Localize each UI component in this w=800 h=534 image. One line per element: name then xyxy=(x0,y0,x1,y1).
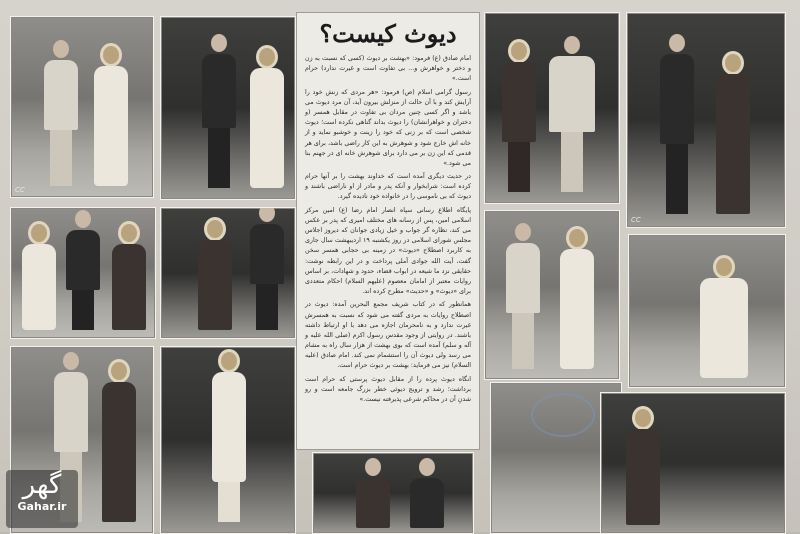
photo-woman-12 xyxy=(600,392,786,534)
photo-couple-2 xyxy=(160,16,296,200)
photo-woman-6 xyxy=(160,346,296,534)
faint-logo-icon xyxy=(531,393,595,437)
photo-woman-10 xyxy=(628,234,786,388)
article-paragraph: پایگاه اطلاع رسانی سپاه انصار امام رضا (ع) امین مرکز اسلامی امین، پس از رسانه های مختلف امیری که پدر بر عکس می کند، نظاره گر جواب و خیل زیادی جوانان که دیروز اجلاس مجلس شورای اسلامی در روز یکشنبه ۱۹ اردیبهشت سال جاری به کاربرد اصطلاح «دیوث» در زمینه بی حجابی همسر سخن گفت، آیت الله جوادی آملی پرداخت و در این رابطه نوشت: حقایقی نزد ما شیعه در ابواب قضاء، حدود و شهادات، بر اساس روایات معتبر از امامان معصوم (علیهم السلام) احکام متعددی برای «دیوث» و «حدیث» مطرح کرده اند. xyxy=(305,206,471,296)
photo-couple-8 xyxy=(626,12,786,228)
article-title: دیوث کیست؟ xyxy=(319,19,457,48)
photo-credit: CC xyxy=(631,216,641,224)
article-paragraph: در حدیث دیگری آمده است که خداوند بهشت را بر آنها حرام کرده است: شرابخوار و آنکه پدر و مادر از او ناراضی باشند و دیوث که بی ناموسی را در خانواده خود نادیده گیرد. xyxy=(305,173,471,201)
site-watermark xyxy=(6,470,78,528)
watermark-logo: گهر xyxy=(22,470,62,500)
article-paragraph: رسول گرامی اسلام (ص) فرمود: «هر مردی که زنش خود را آرایش کند و با آن حالت از منزلش بیرون آید، آن مرد دیوث می باشد و اگر کسی چنین مردان بی تفاوت در مقابل همسر (و دختران و خواهرانشان) را دیوث بداند گناهی نکرده است؛ دیوث شخصی است که بر زنی که خود را زینت و خوشبو نماید و از خانه اش خارج شود و شوهرش به این کار راضی باشد، برای هر قدمی که این زن بر می دارد برای شوهرش خانه ای در جهنم بنا می شود.» xyxy=(305,88,471,167)
photo-couple-bottom-center xyxy=(312,452,474,534)
watermark-site: Gahar.ir xyxy=(17,500,67,513)
photo-couple-7 xyxy=(484,12,620,204)
photo-couple-4 xyxy=(160,207,296,339)
article-paragraph: همانطور که در کتاب شریف مجمع البحرین آمده: دیوث در اصطلاح روایات به مردی گفته می شود که نسبت به همسرش غیرت ندارد و به نامحرمان اجازه می دهد با او ارتباط داشته باشند. در روایتی از وجود مقدس رسول اکرم (صلی الله علیه و آله و سلم) آمده است که بوی بهشت از هزار سال راه به مشام می رسد ولی دیوث آن را استشمام نمی کند. امام صادق (علیه السلام) نیز می فرماید: بهشت بر دیوث حرام است. xyxy=(305,301,471,370)
photo-couple-1 xyxy=(10,16,154,198)
photo-credit: CC xyxy=(15,186,25,194)
photo-couple-9 xyxy=(484,210,620,380)
article-column xyxy=(296,12,480,450)
article-paragraph: انگاه دیوث پرده را از مقابل دیوث پرستی که حرام است برداشت؛ رشد و ترویج دیوثی خطر بزرگ جامعه است و رو شدنِ آن در محاکم شرعی پذیرفته نیست.» xyxy=(305,375,471,403)
article-paragraph: امام صادق (ع) فرمود: «بهشت بر دیوث (کسی که نسبت به زن و دختر و خواهرش و... بی تفاوت است و غیرت ندارد) حرام است.» xyxy=(305,55,471,83)
photo-group-3 xyxy=(10,207,156,339)
